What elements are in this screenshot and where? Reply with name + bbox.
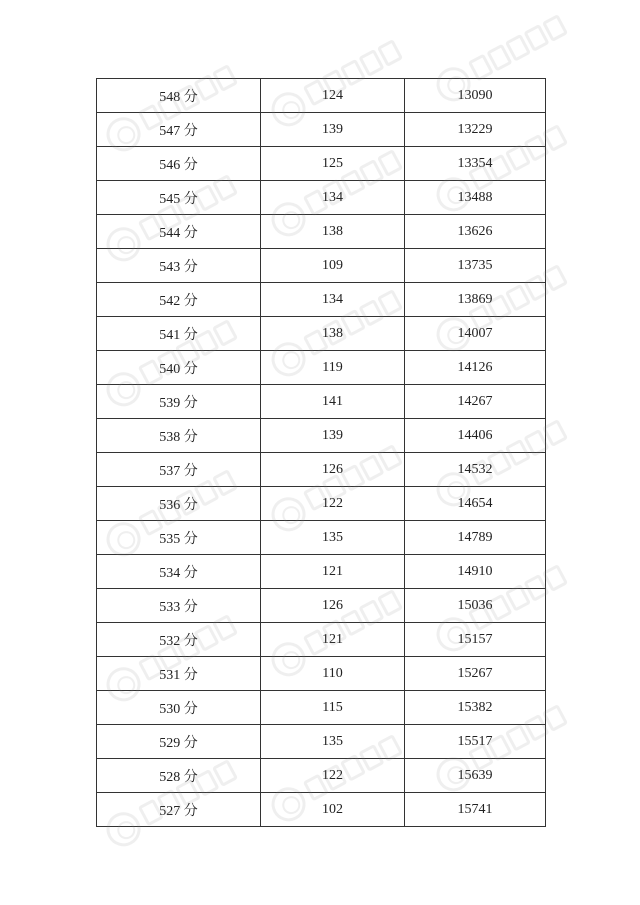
count-cell: 122 xyxy=(261,487,405,521)
cumulative-cell: 15267 xyxy=(405,657,546,691)
cumulative-cell: 13229 xyxy=(405,113,546,147)
cumulative-cell: 13090 xyxy=(405,79,546,113)
table-row xyxy=(97,215,546,249)
cumulative-cell: 14654 xyxy=(405,487,546,521)
count-cell: 109 xyxy=(261,249,405,283)
cumulative-cell: 14126 xyxy=(405,351,546,385)
table-row xyxy=(97,181,546,215)
table-row xyxy=(97,521,546,555)
score-cell: 536 分 xyxy=(97,487,261,521)
cumulative-cell: 15157 xyxy=(405,623,546,657)
count-cell: 134 xyxy=(261,283,405,317)
count-cell: 125 xyxy=(261,147,405,181)
count-cell: 139 xyxy=(261,113,405,147)
cumulative-cell: 14910 xyxy=(405,555,546,589)
table-row xyxy=(97,691,546,725)
table-row xyxy=(97,759,546,793)
cumulative-cell: 13354 xyxy=(405,147,546,181)
score-cell: 533 分 xyxy=(97,589,261,623)
table-row xyxy=(97,385,546,419)
cumulative-cell: 14532 xyxy=(405,453,546,487)
count-cell: 139 xyxy=(261,419,405,453)
score-cell: 530 分 xyxy=(97,691,261,725)
table-row xyxy=(97,249,546,283)
score-cell: 540 分 xyxy=(97,351,261,385)
score-cell: 543 分 xyxy=(97,249,261,283)
score-cell: 528 分 xyxy=(97,759,261,793)
score-cell: 546 分 xyxy=(97,147,261,181)
table-row xyxy=(97,419,546,453)
score-cell: 547 分 xyxy=(97,113,261,147)
count-cell: 138 xyxy=(261,215,405,249)
count-cell: 115 xyxy=(261,691,405,725)
score-cell: 545 分 xyxy=(97,181,261,215)
count-cell: 122 xyxy=(261,759,405,793)
count-cell: 135 xyxy=(261,725,405,759)
cumulative-cell: 15036 xyxy=(405,589,546,623)
score-cell: 535 分 xyxy=(97,521,261,555)
score-cell: 544 分 xyxy=(97,215,261,249)
score-cell: 537 分 xyxy=(97,453,261,487)
table-row xyxy=(97,793,546,827)
watermark-glyphs xyxy=(468,1,595,85)
table-row xyxy=(97,317,546,351)
count-cell: 138 xyxy=(261,317,405,351)
table-row xyxy=(97,487,546,521)
cumulative-cell: 15741 xyxy=(405,793,546,827)
count-cell: 141 xyxy=(261,385,405,419)
score-cell: 527 分 xyxy=(97,793,261,827)
count-cell: 126 xyxy=(261,453,405,487)
score-cell: 541 分 xyxy=(97,317,261,351)
count-cell: 134 xyxy=(261,181,405,215)
table-row xyxy=(97,453,546,487)
table-row xyxy=(97,147,546,181)
cumulative-cell: 15517 xyxy=(405,725,546,759)
score-cell: 534 分 xyxy=(97,555,261,589)
count-cell: 121 xyxy=(261,555,405,589)
count-cell: 102 xyxy=(261,793,405,827)
score-cell: 531 分 xyxy=(97,657,261,691)
score-cell: 532 分 xyxy=(97,623,261,657)
cumulative-cell: 15639 xyxy=(405,759,546,793)
count-cell: 121 xyxy=(261,623,405,657)
cumulative-cell: 15382 xyxy=(405,691,546,725)
cumulative-cell: 13869 xyxy=(405,283,546,317)
count-cell: 135 xyxy=(261,521,405,555)
table-body xyxy=(97,79,546,827)
table-row xyxy=(97,351,546,385)
count-cell: 126 xyxy=(261,589,405,623)
score-distribution-table xyxy=(96,78,546,827)
cumulative-cell: 14267 xyxy=(405,385,546,419)
table-row xyxy=(97,657,546,691)
score-cell: 539 分 xyxy=(97,385,261,419)
score-cell: 542 分 xyxy=(97,283,261,317)
cumulative-cell: 14007 xyxy=(405,317,546,351)
cumulative-cell: 14789 xyxy=(405,521,546,555)
table-row xyxy=(97,725,546,759)
cumulative-cell: 13735 xyxy=(405,249,546,283)
cumulative-cell: 13626 xyxy=(405,215,546,249)
table-row xyxy=(97,589,546,623)
table-row xyxy=(97,283,546,317)
count-cell: 110 xyxy=(261,657,405,691)
score-cell: 538 分 xyxy=(97,419,261,453)
cumulative-cell: 14406 xyxy=(405,419,546,453)
table-row xyxy=(97,623,546,657)
table-row xyxy=(97,555,546,589)
score-cell: 529 分 xyxy=(97,725,261,759)
count-cell: 119 xyxy=(261,351,405,385)
table-row xyxy=(97,79,546,113)
score-cell: 548 分 xyxy=(97,79,261,113)
count-cell: 124 xyxy=(261,79,405,113)
cumulative-cell: 13488 xyxy=(405,181,546,215)
table-row xyxy=(97,113,546,147)
